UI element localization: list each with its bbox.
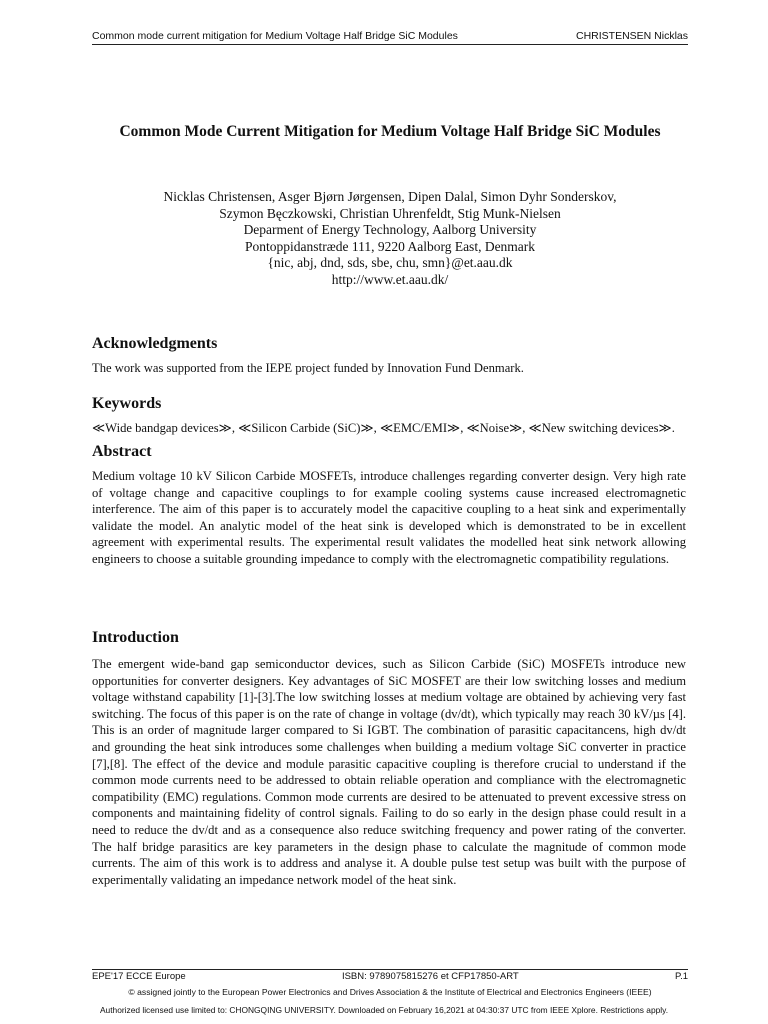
acknowledgments-section <box>92 334 686 377</box>
footer-isbn: ISBN: 9789075815276 et CFP17850-ART <box>341 971 519 982</box>
author-address: Pontoppidanstræde 111, 9220 Aalborg East, Denmark <box>244 238 536 254</box>
paper-title: Common Mode Current Mitigation for Medium Voltage Half Bridge SiC Modules <box>119 123 661 140</box>
introduction-heading: Introduction <box>92 629 179 646</box>
page-footer <box>92 969 688 998</box>
running-header <box>92 30 688 45</box>
acknowledgments-heading: Acknowledgments <box>92 335 218 352</box>
author-department: Deparment of Energy Technology, Aalborg University <box>243 222 537 238</box>
running-header-title: Common mode current mitigation for Medium Voltage Half Bridge SiC Modules <box>92 30 458 42</box>
keywords-section <box>92 394 686 437</box>
abstract-text: Medium voltage 10 kV Silicon Carbide MOSFETs, introduce challenges regarding converter design. Very high rate of voltage change and capacitive couplings to for example cooling systems cause increased electromagnetic interference. The aim of this paper is to accurately model the capacitive coupling to a heat sink and experimentally validate the model. An analytic model of the heat sink is developed which is demonstrated to be in excellent agreement with experimental results. The experimental result validates the modelled heat sink network allowing engineers to choose a suitable grounding impedance to comply with the electromagnetic compatibility regulations. <box>92 469 686 566</box>
running-header-author: CHRISTENSEN Nicklas <box>575 30 688 42</box>
author-names-line-1: Nicklas Christensen, Asger Bjørn Jørgensen, Dipen Dalal, Simon Dyhr Sonderskov, <box>163 189 617 204</box>
authorization-notice: Authorized licensed use limited to: CHONGQING UNIVERSITY. Downloaded on February 16,2021 at 04:30:37 UTC from IEEE Xplore. Restrictions apply. <box>99 1005 669 1015</box>
keywords-text: ≪Wide bandgap devices≫, ≪Silicon Carbide (SiC)≫, ≪EMC/EMI≫, ≪Noise≫, ≪New switching devices≫. <box>92 421 675 435</box>
author-email: {nic, abj, dnd, sds, sbe, chu, smn}@et.aau.dk <box>267 255 513 271</box>
introduction-section <box>92 628 686 888</box>
abstract-heading: Abstract <box>92 443 152 460</box>
author-names-line-2: Szymon Bęczkowski, Christian Uhrenfeldt, Stig Munk-Nielsen <box>219 205 561 221</box>
footer-page-number: P.1 <box>674 971 688 982</box>
introduction-text: The emergent wide-band gap semiconductor devices, such as Silicon Carbide (SiC) MOSFETs introduce new opportunities for converter designers. Key advantages of SiC MOSFET are their low switching losses and medium voltage withstand capability [1]-[3].The low switching losses at medium voltage are obtained by achieving very fast switching. The focus of this paper is on the rate of change in voltage (dv/dt), which typically may reach 30 kV/µs [4]. This is an order of magnitude larger compared to Si IGBT. The combination of parasitic capacitancens, high dv/dt and grounding the heat sink introduces some challenges when building a medium voltage SiC converter in practice [7],[8]. The effect of the device and module parasitic capacitive coupling is therefore crucial to understand if the common mode currents need to be addressed to obtain reliable operation and compliance with the electromagnetic compatibility (EMC) regulations. Common mode currents are desired to be attenuated to prevent excessive stress on components and maintaining fidelity of control signals. Failing to do so early in the design phase could result in a need to reduce the dv/dt and as a consequence also reduce switching frequency and power rating of the converter. The half bridge parasitics are key parameters in the design phase to calculate the magnitude of common mode currents. The aim of this work is to address and analyse it. A double pulse test setup was built with the purpose of experimentally validating an impedance network model of the heat sink. <box>92 657 686 887</box>
author-url: http://www.et.aau.dk/ <box>331 271 449 287</box>
keywords-heading: Keywords <box>92 395 162 412</box>
footer-row <box>92 971 688 983</box>
abstract-section <box>92 442 686 568</box>
footer-conference: EPE'17 ECCE Europe <box>92 971 186 982</box>
author-block <box>92 189 688 289</box>
footer-copyright: © assigned jointly to the European Power Electronics and Drives Association & the Institute of Electrical and Electronics Engineers (IEEE) <box>128 987 652 997</box>
acknowledgments-text: The work was supported from the IEPE project funded by Innovation Fund Denmark. <box>92 361 524 375</box>
